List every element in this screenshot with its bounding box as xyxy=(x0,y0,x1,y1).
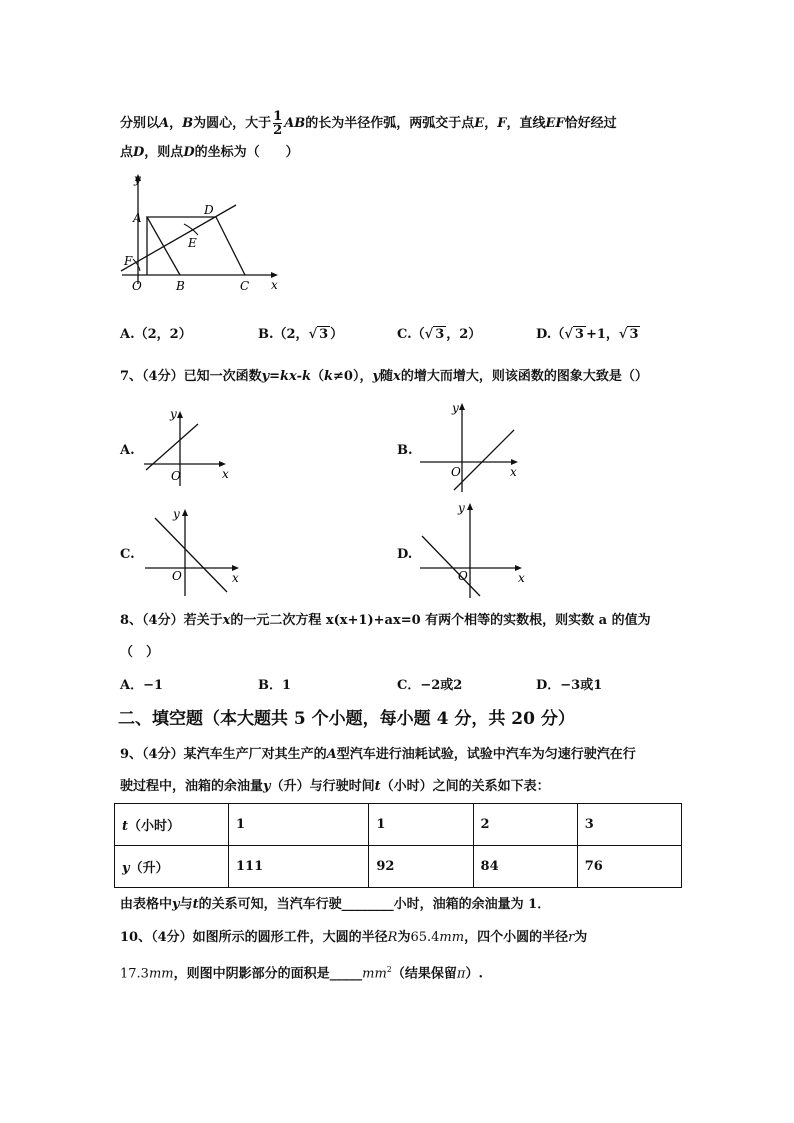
section-heading: 二、填空题（本大题共 5 个小题，每小题 4 分，共 20 分） xyxy=(118,709,575,729)
q9-text: 由表格中 xyxy=(120,897,173,912)
label-x: x xyxy=(232,571,239,585)
q7-option-a-label[interactable]: A. xyxy=(120,443,135,458)
q9-answer-blank[interactable]: ________ xyxy=(341,897,394,912)
sqrt-radicand: 3 xyxy=(319,327,329,342)
table-cell: 92 xyxy=(369,846,473,888)
q8-var-x: x xyxy=(222,613,231,628)
label-x: x xyxy=(222,467,229,481)
label-o: O xyxy=(172,569,182,583)
q6-text: ，直线 xyxy=(506,116,546,131)
q7-stem xyxy=(120,370,648,383)
q10-text: 10、（4分）如图所示的圆形工件，大圆的半径 xyxy=(120,930,388,945)
q10-text: ，四个小圆的半径 xyxy=(464,930,569,945)
q9-text: 的关系可知，当汽车行驶 xyxy=(198,897,342,912)
q6-var-e: E xyxy=(474,116,485,131)
function-line xyxy=(422,536,480,596)
q9-question xyxy=(120,898,550,911)
arrow-icon xyxy=(459,403,465,410)
q6-var-ab: AB xyxy=(284,116,306,131)
arrow-icon xyxy=(177,411,183,418)
q9-var-y: y xyxy=(172,897,180,912)
label-y: y xyxy=(170,408,177,421)
q6-line2 xyxy=(120,146,299,159)
option-text: B.（2， xyxy=(258,327,309,342)
q7-var-y: y xyxy=(372,369,381,384)
table-cell: 1 xyxy=(229,804,369,846)
q10-var-r: R xyxy=(387,930,398,945)
q7-var-x: x xyxy=(393,369,401,384)
label-y: y xyxy=(173,507,180,521)
q6-text: 的长为半径作弧，两弧交于点 xyxy=(305,116,475,131)
q7-option-d-label[interactable]: D. xyxy=(397,547,413,562)
label-y: y xyxy=(458,501,465,515)
frac-numerator: 1 xyxy=(273,109,283,124)
label-o: O xyxy=(132,279,142,293)
arrow-icon xyxy=(467,503,473,510)
q8-option-c[interactable]: C．−2或2 xyxy=(397,678,463,693)
q6-option-b[interactable]: B.（2，√ 3 ） xyxy=(258,327,344,342)
q7-text: ≠0）， xyxy=(333,369,373,384)
q7-option-c-label[interactable]: C. xyxy=(120,547,135,562)
table-var: t xyxy=(122,819,129,834)
q7-graph-c[interactable] xyxy=(143,506,243,598)
q8-text: 的一元二次方程 x(x+1)+ax=0 有两个相等的实数根，则实数 a 的值为 xyxy=(230,613,651,628)
q7-option-b-label[interactable]: B. xyxy=(397,443,413,458)
q9-data-table xyxy=(114,803,682,888)
q6-text: ， xyxy=(169,116,183,131)
q6-var-b: B xyxy=(182,116,194,131)
sqrt-radicand: 3 xyxy=(435,327,445,342)
label-x: x xyxy=(518,571,525,585)
q10-superscript: 2 xyxy=(386,965,392,974)
q10-value: 17.3 xyxy=(120,966,149,982)
q6-text: 恰好经过 xyxy=(564,116,617,131)
q6-option-d[interactable]: D.（√ 3 +1，√ 3 xyxy=(536,327,639,342)
q10-unit: mm xyxy=(148,966,174,982)
q9-text: （小时）之间的关系如下表： xyxy=(380,779,550,794)
option-text: ） xyxy=(330,327,344,342)
q9-text: 与 xyxy=(179,897,193,912)
table-cell: 1 xyxy=(369,804,473,846)
q9-line1 xyxy=(120,748,636,761)
q6-text: ， xyxy=(484,116,498,131)
function-line xyxy=(146,424,198,470)
q6-text: 点 xyxy=(120,145,134,160)
option-text: ，2） xyxy=(446,327,482,342)
q8-option-b[interactable]: B．1 xyxy=(258,678,292,693)
q7-text: （ xyxy=(310,369,324,384)
label-a: A xyxy=(133,211,142,225)
q8-paren: （ ） xyxy=(120,645,160,660)
label-e: E xyxy=(188,236,197,250)
label-y: y xyxy=(134,172,141,186)
q6-var-d: D xyxy=(133,145,145,160)
sqrt-radicand: 3 xyxy=(629,327,639,342)
q7-function: y=kx-k xyxy=(261,369,311,384)
frac-denominator: 2 xyxy=(273,123,283,138)
table-cell: 3 xyxy=(577,804,681,846)
label-x: x xyxy=(510,465,517,479)
q9-var-t: t xyxy=(374,779,381,794)
label-o: O xyxy=(171,469,181,483)
q10-text: 为 xyxy=(574,930,588,945)
q10-text: ，则图中阴影部分的面积是 xyxy=(173,966,330,982)
q8-option-d[interactable]: D．−3或1 xyxy=(536,678,603,693)
label-x: x xyxy=(271,278,278,292)
q6-line1 xyxy=(120,110,617,137)
table-cell: 76 xyxy=(577,846,681,888)
table-var: y xyxy=(122,861,130,876)
q8-text: 8、（4分）若关于 xyxy=(120,613,223,628)
label-y: y xyxy=(452,401,459,415)
table-unit: （升） xyxy=(129,861,169,876)
q6-text: ，则点 xyxy=(144,145,184,160)
q7-graph-a[interactable] xyxy=(140,408,232,488)
table-cell: 84 xyxy=(473,846,577,888)
q8-option-a[interactable]: A．−1 xyxy=(120,678,164,693)
table-row xyxy=(115,846,682,888)
table-unit: （小时） xyxy=(128,819,181,834)
sqrt-radicand: 3 xyxy=(574,327,584,342)
q10-value: 65.4 xyxy=(410,930,440,945)
label-b: B xyxy=(176,279,185,293)
label-o: O xyxy=(458,569,468,583)
table-cell: 111 xyxy=(229,846,369,888)
q6-var-d: D xyxy=(183,145,195,160)
q10-line2 xyxy=(120,966,483,980)
q6-var-a: A xyxy=(159,116,170,131)
q9-text: （升）与行驶时间 xyxy=(270,779,375,794)
table-cell: 2 xyxy=(473,804,577,846)
q10-text: ）. xyxy=(465,966,483,982)
q10-text: （结果保留 xyxy=(391,966,457,982)
q7-text: 7、（4分）已知一次函数 xyxy=(120,369,262,384)
q7-var-k: k xyxy=(324,369,334,384)
label-c: C xyxy=(240,279,250,293)
q10-unit: mm xyxy=(362,966,387,982)
option-text: +1， xyxy=(585,327,619,342)
function-line xyxy=(454,430,514,490)
q9-text: 型汽车进行油耗试验，试验中汽车为匀速行驶汽在行 xyxy=(336,747,636,762)
q9-text: 驶过程中，油箱的余油量 xyxy=(120,779,264,794)
q6-option-a[interactable]: A.（2，2） xyxy=(120,327,192,342)
arrow-icon xyxy=(182,509,188,516)
q9-var-y: y xyxy=(263,779,271,794)
q9-text: 小时，油箱的余油量为 1． xyxy=(393,897,551,912)
q6-text: 的坐标为（ ） xyxy=(194,145,299,160)
q7-graph-d[interactable] xyxy=(418,500,526,600)
label-f: F xyxy=(124,254,133,268)
q6-fraction xyxy=(273,110,282,137)
table-row xyxy=(115,804,682,846)
q10-text: 为 xyxy=(397,930,411,945)
q8-stem xyxy=(120,614,651,627)
q10-answer-blank[interactable]: _____ xyxy=(329,966,363,982)
q9-var-a: A xyxy=(326,747,337,762)
q7-text: 的增大而增大，则该函数的图象大致是（） xyxy=(400,369,648,384)
q6-text: 为圆心，大于 xyxy=(193,116,272,131)
option-text: D.（ xyxy=(536,327,565,342)
q6-var-ef: EF xyxy=(545,116,565,131)
q6-var-f: F xyxy=(497,116,507,131)
label-d: D xyxy=(204,203,214,217)
q10-line1 xyxy=(120,931,587,944)
option-text: C.（ xyxy=(397,327,425,342)
table-cell xyxy=(115,804,229,846)
q10-var-small-r: r xyxy=(568,930,575,945)
q9-line2 xyxy=(120,780,550,793)
q6-option-c[interactable]: C.（√ 3 ，2） xyxy=(397,327,482,342)
q10-pi: π xyxy=(456,966,466,982)
q10-unit: mm xyxy=(439,930,465,945)
q6-figure xyxy=(118,172,282,296)
q6-text: 分别以 xyxy=(120,116,160,131)
label-o: O xyxy=(451,465,461,479)
q7-text: 随 xyxy=(380,369,394,384)
q9-var-t: t xyxy=(192,897,199,912)
q7-graph-b[interactable] xyxy=(418,400,522,494)
q9-text: 9、（4分）某汽车生产厂对其生产的 xyxy=(120,747,327,762)
function-line xyxy=(155,518,227,592)
table-cell xyxy=(115,846,229,888)
